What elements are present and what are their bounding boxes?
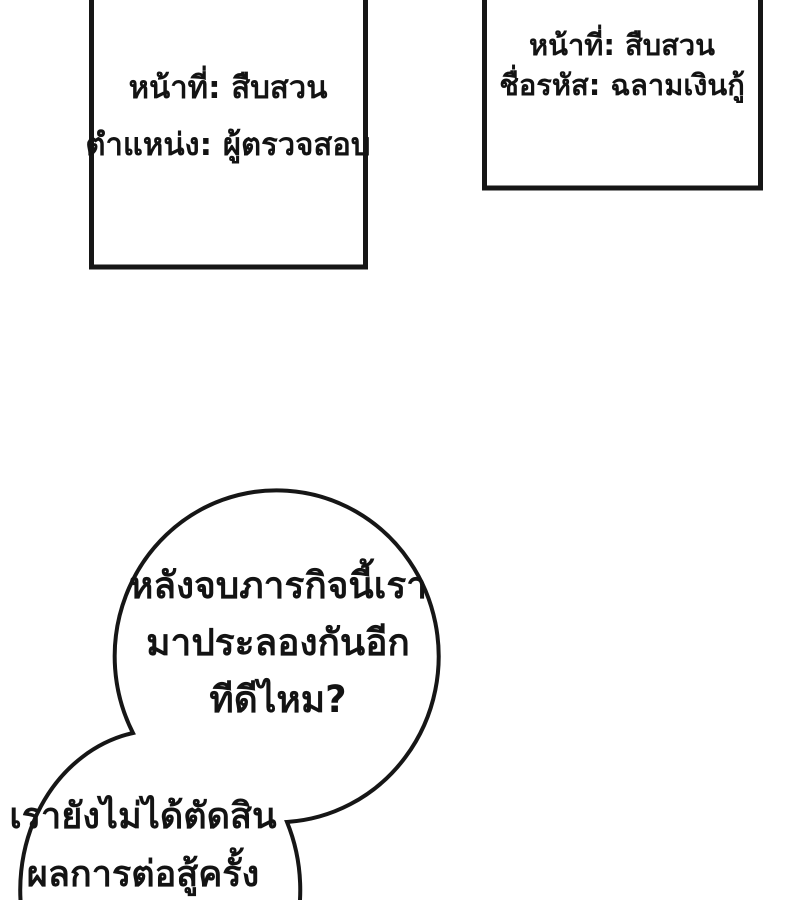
info-box-right [472,25,772,105]
info-box-right-line-1: หน้าที่: สืบสวน [529,28,715,62]
speech-bubble-secondary [2,788,284,900]
speech-bubble-main-line-1: หลังจบภารกิจนี้เรา [128,564,427,607]
speech-bubble-main [108,557,448,728]
speech-bubble-main-line-2: มาประลองกันอีก [146,621,410,664]
speech-bubble-secondary-line-2: ผลการต่อสู้ครั้ง [26,854,260,895]
info-box-left [78,60,378,174]
info-box-left-line-1: หน้าที่: สืบสวน [128,70,328,106]
info-box-right-line-2: ชื่อรหัส: ฉลามเงินกู้ [499,68,745,102]
speech-bubble-secondary-line-1: เรายังไม่ได้ตัดสิน [9,796,277,837]
speech-bubble-main-line-3: ทีดีไหม? [209,678,347,721]
info-box-left-line-2: ตำแหน่ง: ผู้ตรวจสอบ [85,127,371,163]
